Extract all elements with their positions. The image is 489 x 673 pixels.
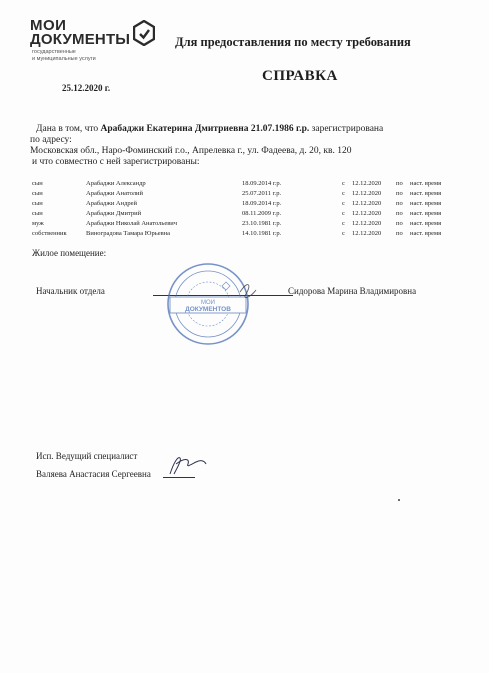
table-row — [32, 220, 462, 230]
from-prefix: с — [342, 200, 345, 207]
logo-line-1: МОИ — [30, 17, 67, 34]
to-cell: наст. время — [410, 190, 442, 197]
relation-cell: собственник — [32, 230, 67, 237]
to-prefix: по — [396, 180, 403, 187]
name-cell: Арабаджи Андрей — [86, 200, 138, 207]
address: Московская обл., Наро-Фоминский г.о., Апрелевка г., ул. Фадеева, д. 20, кв. 120 — [30, 146, 352, 156]
table-row — [32, 190, 462, 200]
from-prefix: с — [342, 220, 345, 227]
relation-cell: сын — [32, 180, 43, 187]
to-cell: наст. время — [410, 200, 442, 207]
from-cell: 12.12.2020 — [352, 220, 382, 227]
to-cell: наст. время — [410, 180, 442, 187]
name-cell: Арабаджи Анатолий — [86, 190, 143, 197]
intro-line — [36, 124, 383, 134]
head-title: Начальник отдела — [36, 286, 105, 296]
relation-cell: сын — [32, 210, 43, 217]
from-prefix: с — [342, 180, 345, 187]
intro-suffix: зарегистрирована — [311, 124, 384, 134]
stamp-text-2: ДОКУМЕНТОВ — [185, 306, 231, 313]
birth-cell: 23.10.1981 г.р. — [242, 220, 282, 227]
name-cell: Арабаджи Дмитрий — [86, 210, 142, 217]
to-prefix: по — [396, 190, 403, 197]
specialist-name: Валяева Анастасия Сергеевна — [36, 469, 151, 479]
to-cell: наст. время — [410, 210, 442, 217]
moi-dokumenty-logo — [30, 18, 160, 70]
cohabitants-intro: и что совместно с ней зарегистрированы: — [32, 157, 200, 167]
name-cell: Арабаджи Николай Анатольевич — [86, 220, 178, 227]
from-cell: 12.12.2020 — [352, 180, 382, 187]
name-cell: Арабаджи Александр — [86, 180, 146, 187]
residents-table — [32, 180, 462, 240]
speck — [398, 499, 400, 501]
official-stamp — [152, 260, 262, 350]
living-space-label: Жилое помещение: — [32, 248, 107, 258]
specialist-signature-icon — [166, 452, 210, 478]
intro-prefix: Дана в том, что — [36, 124, 99, 134]
logo-mark-icon — [133, 20, 155, 46]
to-prefix: по — [396, 230, 403, 237]
to-prefix: по — [396, 220, 403, 227]
birth-cell: 08.11.2009 г.р. — [242, 210, 282, 217]
to-cell: наст. время — [410, 220, 442, 227]
table-row — [32, 210, 462, 220]
stamp-text-1: МОИ — [201, 300, 215, 306]
relation-cell: муж — [32, 220, 44, 227]
table-row — [32, 200, 462, 210]
table-row — [32, 230, 462, 240]
head-signature-icon — [240, 285, 256, 298]
document-date: 25.12.2020 г. — [62, 83, 111, 93]
birth-cell: 18.09.2014 г.р. — [242, 180, 282, 187]
relation-cell: сын — [32, 190, 43, 197]
birth-cell: 25.07.2011 г.р. — [242, 190, 282, 197]
table-row — [32, 180, 462, 190]
to-prefix: по — [396, 210, 403, 217]
from-cell: 12.12.2020 — [352, 190, 382, 197]
to-cell: наст. время — [410, 230, 442, 237]
logo-line-2: ДОКУМЕНТЫ — [30, 31, 131, 48]
document-title: СПРАВКА — [262, 68, 338, 84]
from-prefix: с — [342, 210, 345, 217]
logo-subtitle-2: и муниципальные услуги — [32, 56, 96, 62]
from-prefix: с — [342, 230, 345, 237]
to-prefix: по — [396, 200, 403, 207]
name-cell: Виноградова Тамара Юрьевна — [86, 230, 171, 237]
birth-cell: 18.09.2014 г.р. — [242, 200, 282, 207]
from-prefix: с — [342, 190, 345, 197]
address-label: по адресу: — [30, 135, 72, 145]
from-cell: 12.12.2020 — [352, 200, 382, 207]
logo-subtitle-1: государственные — [32, 49, 76, 55]
from-cell: 12.12.2020 — [352, 210, 382, 217]
head-name: Сидорова Марина Владимировна — [288, 286, 417, 296]
person-name: Арабаджи Екатерина Дмитриевна 21.07.1986 г.р. — [100, 124, 310, 134]
header-title: Для предоставления по месту требования — [175, 35, 411, 49]
specialist-title: Исп. Ведущий специалист — [36, 451, 138, 461]
relation-cell: сын — [32, 200, 43, 207]
birth-cell: 14.10.1981 г.р. — [242, 230, 282, 237]
from-cell: 12.12.2020 — [352, 230, 382, 237]
